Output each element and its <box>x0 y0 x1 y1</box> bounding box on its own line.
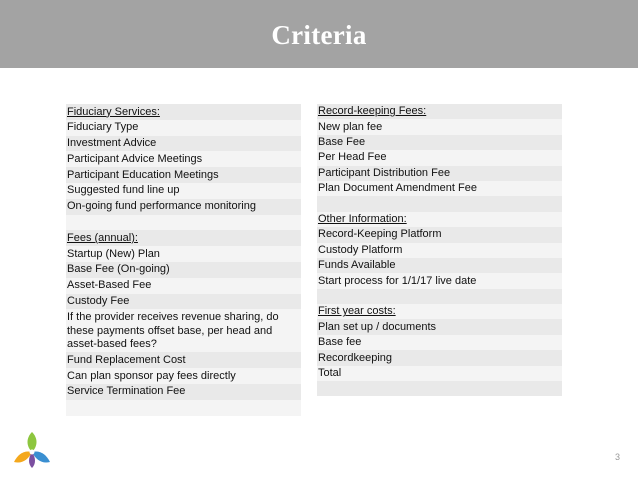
table-row-label: Recordkeeping <box>318 351 392 364</box>
table-row-label: Per Head Fee <box>318 151 387 164</box>
table-row <box>66 309 301 352</box>
table-row <box>317 166 562 181</box>
table-row <box>317 227 562 242</box>
table-row-label: Fund Replacement Cost <box>67 353 186 366</box>
table-row-label: Base fee <box>318 336 362 349</box>
table-row-label: Fees (annual): <box>67 231 138 244</box>
table-section-heading <box>317 104 562 119</box>
table-row-label: Participant Education Meetings <box>67 168 219 181</box>
right-criteria-table <box>317 104 562 396</box>
table-row-empty <box>317 381 562 396</box>
table-row <box>66 262 301 278</box>
three-leaf-logo-icon <box>10 428 54 472</box>
table-section-heading <box>317 212 562 227</box>
table-row-label: Can plan sponsor pay fees directly <box>67 369 236 382</box>
table-row <box>317 335 562 350</box>
table-row <box>66 246 301 262</box>
table-row <box>317 350 562 365</box>
table-row <box>66 183 301 199</box>
table-row-label: Base Fee <box>318 136 366 149</box>
table-row-label: Other Information: <box>318 213 407 226</box>
table-row-label: Plan set up / documents <box>318 320 437 333</box>
table-row-label: If the provider receives revenue sharing, do these payments offset base, per head and asset-based fees? <box>67 311 279 351</box>
table-row <box>317 258 562 273</box>
table-row <box>317 243 562 258</box>
table-row-label: Startup (New) Plan <box>67 247 160 260</box>
table-row <box>317 135 562 150</box>
table-row <box>66 151 301 167</box>
table-row <box>66 199 301 215</box>
table-row <box>317 366 562 381</box>
table-row-label: Suggested fund line up <box>67 184 180 197</box>
table-row <box>66 167 301 183</box>
table-row-label: Start process for 1/1/17 live date <box>318 274 477 287</box>
table-row <box>317 319 562 334</box>
table-row-label: Participant Advice Meetings <box>67 152 203 165</box>
table-section-heading <box>66 104 301 120</box>
table-row <box>66 368 301 384</box>
table-row <box>317 273 562 288</box>
table-row <box>66 278 301 294</box>
table-row-label: New plan fee <box>318 120 383 133</box>
table-row-label: Fiduciary Services: <box>67 105 160 118</box>
table-row-label: Total <box>318 366 342 379</box>
table-row <box>317 119 562 134</box>
table-row-label: Custody Fee <box>67 295 130 308</box>
table-row <box>317 150 562 165</box>
page-number: 3 <box>614 452 620 462</box>
table-row-label: Service Termination Fee <box>67 385 186 398</box>
table-row-label: Record-keeping Fees: <box>318 105 427 118</box>
table-section-heading <box>317 304 562 319</box>
table-row-empty <box>317 196 562 211</box>
table-row-label: Base Fee (On-going) <box>67 263 170 276</box>
table-row-empty <box>66 215 301 231</box>
slide-title: Criteria <box>271 20 367 50</box>
table-row-label: Record-Keeping Platform <box>318 228 442 241</box>
table-row-empty <box>317 289 562 304</box>
left-criteria-table <box>66 104 301 416</box>
table-row-label: Plan Document Amendment Fee <box>318 182 477 195</box>
table-row-label: Participant Distribution Fee <box>318 166 451 179</box>
table-row <box>66 352 301 368</box>
table-row-label: Investment Advice <box>67 137 157 150</box>
table-row <box>317 181 562 196</box>
table-row-label: Funds Available <box>318 259 396 272</box>
table-row-label: First year costs: <box>318 305 396 318</box>
table-row-label: Fiduciary Type <box>67 121 139 134</box>
table-section-heading <box>66 230 301 246</box>
table-row <box>66 120 301 136</box>
table-row <box>66 136 301 152</box>
table-row-label: Asset-Based Fee <box>67 279 152 292</box>
table-row-label: Custody Platform <box>318 243 403 256</box>
table-row-label: On-going fund performance monitoring <box>67 200 256 213</box>
table-row-empty <box>66 400 301 416</box>
table-row <box>66 294 301 310</box>
table-row <box>66 384 301 400</box>
slide-header <box>0 0 638 68</box>
